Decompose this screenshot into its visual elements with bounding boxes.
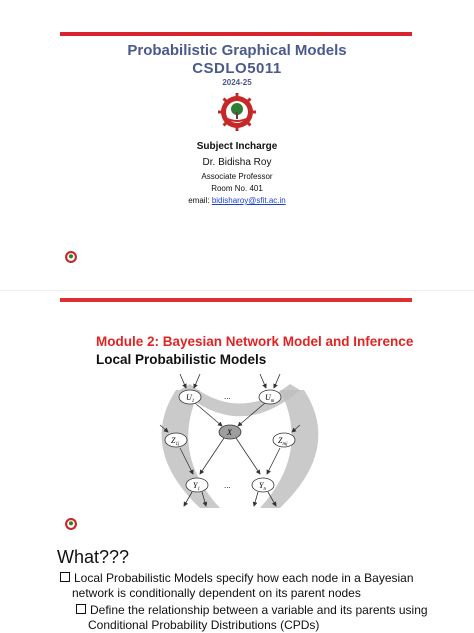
bullet-2-line-1: Define the relationship between a variable and its parents using <box>90 603 428 617</box>
slide-title <box>0 0 474 290</box>
email-link[interactable]: bidisharoy@sfit.ac.in <box>211 196 286 205</box>
slide-subtitle: Local Probabilistic Models <box>96 352 267 367</box>
node-yn <box>252 478 274 492</box>
faculty-name: Dr. Bidisha Roy <box>202 157 272 168</box>
institute-logo-icon <box>217 92 257 132</box>
node-z1j <box>165 433 187 447</box>
checkbox-bullet-icon <box>60 572 70 582</box>
bullet-1-line-2: network is conditionally dependent on its parent nodes <box>72 586 361 600</box>
checkbox-bullet-icon <box>76 604 86 614</box>
bullet-2 <box>76 603 472 633</box>
bullet-1-line-1: Local Probabilistic Models specify how each node in a Bayesian <box>74 571 414 585</box>
course-code: CSDLO5011 <box>192 60 282 77</box>
faculty-designation: Associate Professor <box>201 172 273 181</box>
email-row <box>0 196 474 205</box>
bullet-2-line-2: Conditional Probability Distributions (CPDs) <box>88 618 320 632</box>
node-um <box>259 390 281 404</box>
node-x <box>219 425 241 439</box>
node-y1 <box>186 478 208 492</box>
bayesian-network-diagram <box>140 370 340 510</box>
slide-top-accent-bar <box>60 298 412 302</box>
svg-text:Um: $U_m$ <box>265 393 275 404</box>
svg-text:Yn: $Y_n$ <box>259 481 266 492</box>
svg-text:Y1: $Y_1$ <box>193 481 200 492</box>
slide-top-accent-bar <box>60 32 412 36</box>
node-zmj <box>273 433 295 447</box>
footer-logo-icon <box>64 250 78 264</box>
module-title: Module 2: Bayesian Network Model and Inference <box>96 334 414 349</box>
email-label: email: <box>188 196 210 205</box>
svg-text:X: X <box>227 428 232 437</box>
slide-heading-what: What??? <box>57 547 130 567</box>
bullet-1 <box>60 571 472 601</box>
academic-year: 2024-25 <box>222 78 252 87</box>
room-number: Room No. 401 <box>211 184 263 193</box>
node-dots-bottom: ... <box>224 481 231 490</box>
course-title: Probabilistic Graphical Models <box>127 42 347 59</box>
footer-logo-icon <box>64 517 78 531</box>
node-u1 <box>179 390 201 404</box>
svg-text:Zmj: $Z_{mj}$ <box>278 436 288 447</box>
node-dots-top: ... <box>224 392 231 401</box>
svg-text:U1: $U_1$ <box>186 393 195 404</box>
svg-text:Z1j: $Z_{1j}$ <box>171 436 180 447</box>
subject-incharge-label: Subject Incharge <box>196 141 278 152</box>
